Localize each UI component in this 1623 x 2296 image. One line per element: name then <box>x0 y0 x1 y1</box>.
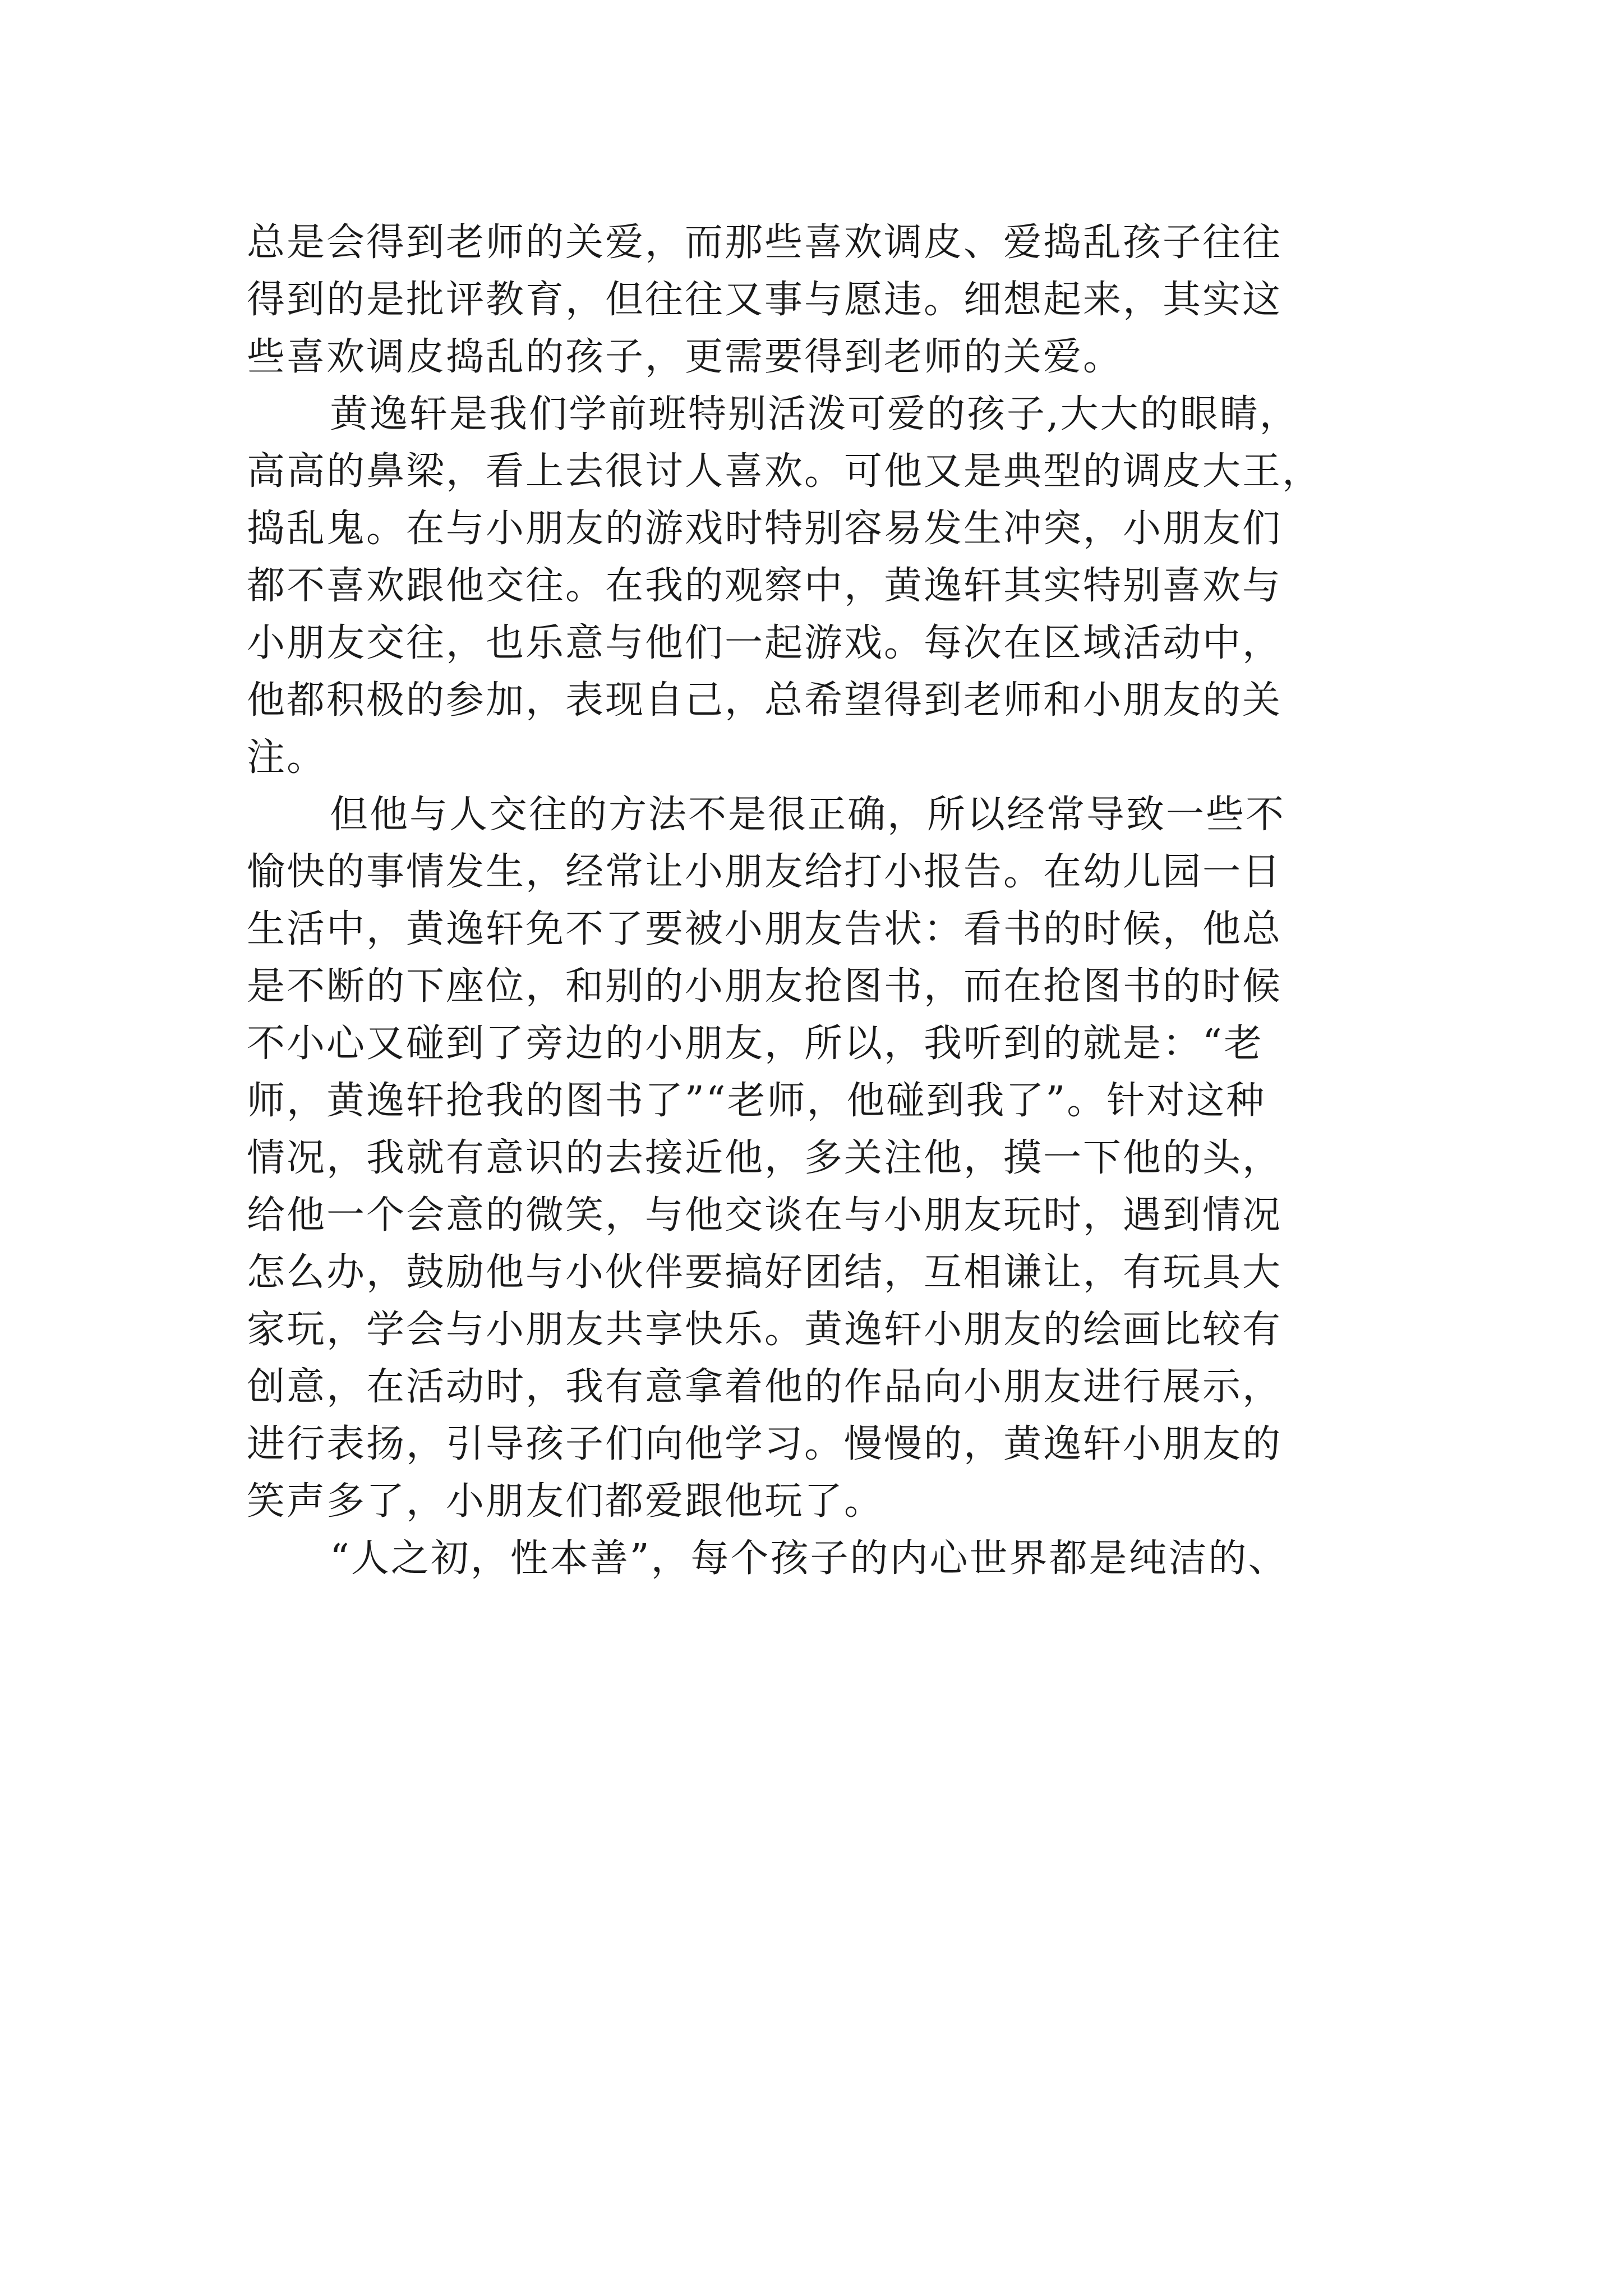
text-line: 生活中，黄逸轩免不了要被小朋友告状：看书的时候，他总 <box>247 907 1283 951</box>
text-line: 不小心又碰到了旁边的小朋友，所以，我听到的就是：“老 <box>247 1022 1264 1066</box>
text-line: 总是会得到老师的关爱，而那些喜欢调皮、爱捣乱孩子往往 <box>247 220 1283 265</box>
text-line: 愉快的事情发生，经常让小朋友给打小报告。在幼儿园一日 <box>247 850 1283 894</box>
text-line: 得到的是批评教育，但往往又事与愿违。细想起来，其实这 <box>247 278 1283 322</box>
text-line: 创意，在活动时，我有意拿着他的作品向小朋友进行展示， <box>247 1365 1283 1409</box>
text-line: 他都积极的参加，表现自己，总希望得到老师和小朋友的关 <box>247 678 1283 723</box>
text-line: 是不断的下座位，和别的小朋友抢图书，而在抢图书的时候 <box>247 964 1283 1009</box>
text-line: 捣乱鬼。在与小朋友的游戏时特别容易发生冲突，小朋友们 <box>247 507 1283 551</box>
text-line: 怎么办，鼓励他与小伙伴要搞好团结，互相谦让，有玩具大 <box>247 1250 1283 1295</box>
text-line: 给他一个会意的微笑，与他交谈在与小朋友玩时，遇到情况 <box>247 1193 1283 1237</box>
body-text <box>247 214 1402 1588</box>
paragraph-start-line: 黄逸轩是我们学前班特别活泼可爱的孩子,大大的眼睛， <box>330 392 1299 436</box>
text-line: 家玩，学会与小朋友共享快乐。黄逸轩小朋友的绘画比较有 <box>247 1308 1283 1352</box>
text-line: 情况，我就有意识的去接近他，多关注他，摸一下他的头， <box>247 1136 1283 1180</box>
text-line: 进行表扬，引导孩子们向他学习。慢慢的，黄逸轩小朋友的 <box>247 1422 1283 1466</box>
text-line: 高高的鼻梁，看上去很讨人喜欢。可他又是典型的调皮大王， <box>247 449 1322 494</box>
text-line: 小朋友交往，也乐意与他们一起游戏。每次在区域活动中， <box>247 621 1283 665</box>
paragraph-start-line: “人之初，性本善”，每个孩子的内心世界都是纯洁的、 <box>330 1536 1288 1581</box>
text-line: 些喜欢调皮捣乱的孩子，更需要得到老师的关爱。 <box>247 335 1123 379</box>
text-line: 师，黄逸轩抢我的图书了”“老师，他碰到我了”。针对这种 <box>247 1079 1266 1123</box>
text-line: 笑声多了，小朋友们都爱跟他玩了。 <box>247 1479 884 1524</box>
text-line: 都不喜欢跟他交往。在我的观察中，黄逸轩其实特别喜欢与 <box>247 564 1283 608</box>
text-line: 注。 <box>247 735 327 780</box>
paragraph-start-line: 但他与人交往的方法不是很正确，所以经常导致一些不 <box>330 793 1286 837</box>
